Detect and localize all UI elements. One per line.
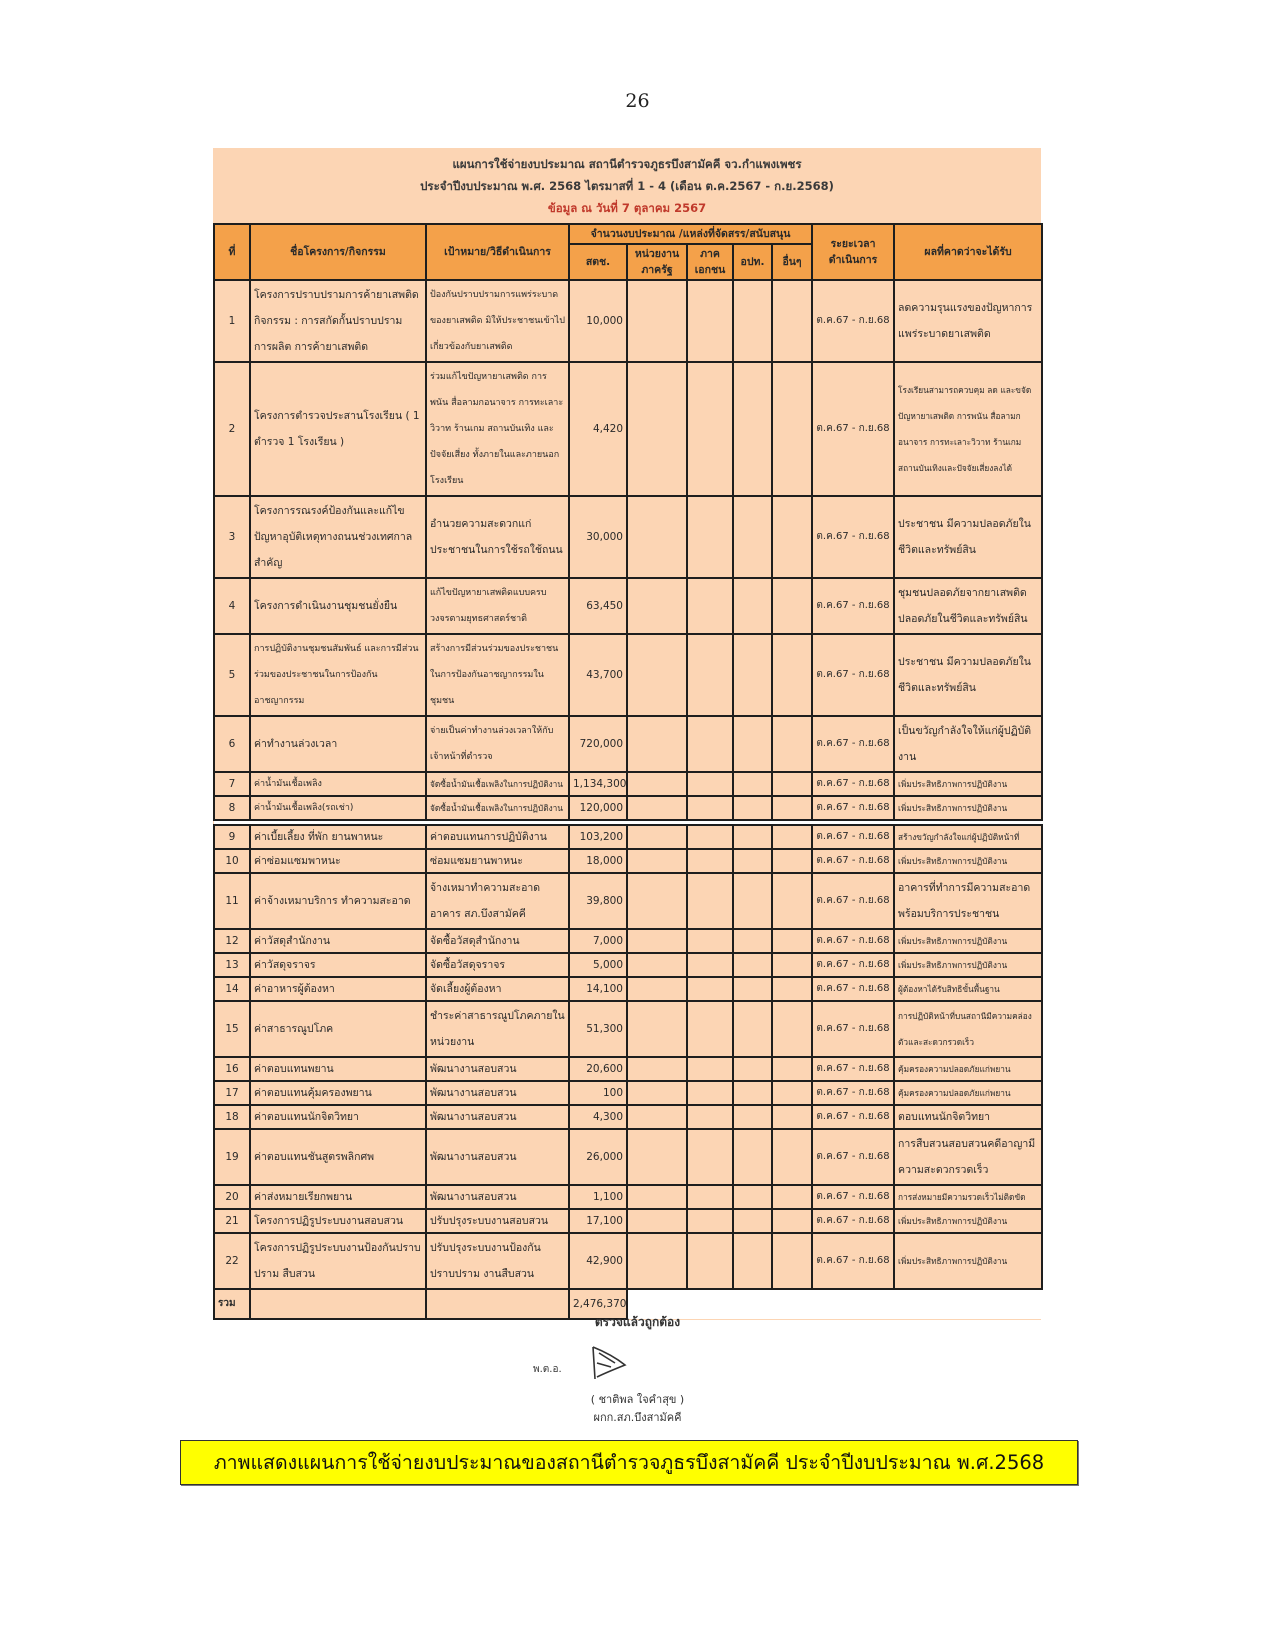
row-amount-government	[627, 1233, 687, 1289]
row-amount-government	[627, 634, 687, 716]
row-goal: ซ่อมแซมยานพาหนะ	[426, 849, 569, 873]
row-amount-local-admin	[733, 929, 772, 953]
table-row	[214, 1209, 1042, 1233]
row-amount-private	[687, 634, 733, 716]
row-period: ต.ค.67 - ก.ย.68	[812, 1185, 894, 1209]
row-goal: พัฒนางานสอบสวน	[426, 1185, 569, 1209]
row-period: ต.ค.67 - ก.ย.68	[812, 716, 894, 772]
row-amount-private	[687, 772, 733, 796]
row-project: ค่าจ้างเหมาบริการ ทำความสะอาด	[250, 873, 426, 929]
row-number: 18	[214, 1105, 250, 1129]
row-expected: ประชาชน มีความปลอดภัยในชีวิตและทรัพย์สิน	[894, 634, 1042, 716]
row-goal: จัดเลี้ยงผู้ต้องหา	[426, 977, 569, 1001]
table-row	[214, 849, 1042, 873]
row-expected: คุ้มครองความปลอดภัยแก่พยาน	[894, 1057, 1042, 1081]
row-number: 17	[214, 1081, 250, 1105]
row-period: ต.ค.67 - ก.ย.68	[812, 772, 894, 796]
row-number: 11	[214, 873, 250, 929]
row-amount-local-admin	[733, 1105, 772, 1129]
header-budget-group: จำนวนงบประมาณ /แหล่งที่จัดสรร/สนับสนุน	[569, 224, 812, 244]
row-number: 20	[214, 1185, 250, 1209]
table-row	[214, 1129, 1042, 1185]
row-amount-government	[627, 496, 687, 578]
row-period: ต.ค.67 - ก.ย.68	[812, 929, 894, 953]
row-amount-private	[687, 578, 733, 634]
table-row	[214, 873, 1042, 929]
row-amount-other	[772, 977, 812, 1001]
header-project: ชื่อโครงการ/กิจกรรม	[250, 224, 426, 280]
row-period: ต.ค.67 - ก.ย.68	[812, 796, 894, 820]
row-amount-police: 51,300	[569, 1001, 627, 1057]
row-expected: โรงเรียนสามารถควบคุม ลด และขจัดปัญหายาเสพติด การพนัน สื่อลามกอนาจาร การทะเลาะวิวาท ร้านเกม สถานบันเทิงและปัจจัยเสี่ยงลงได้	[894, 362, 1042, 496]
row-expected: เพิ่มประสิทธิภาพการปฏิบัติงาน	[894, 772, 1042, 796]
row-amount-local-admin	[733, 977, 772, 1001]
row-amount-police: 4,300	[569, 1105, 627, 1129]
row-goal: อำนวยความสะดวกแก่ประชาชนในการใช้รถใช้ถนน	[426, 496, 569, 578]
row-number: 15	[214, 1001, 250, 1057]
row-project: ค่าวัสดุสำนักงาน	[250, 929, 426, 953]
row-expected: คุ้มครองความปลอดภัยแก่พยาน	[894, 1081, 1042, 1105]
header-period: ระยะเวลาดำเนินการ	[812, 224, 894, 280]
row-project: ค่าซ่อมแซมพาหนะ	[250, 849, 426, 873]
row-amount-government	[627, 1057, 687, 1081]
row-period: ต.ค.67 - ก.ย.68	[812, 953, 894, 977]
row-expected: ตอบแทนนักจิตวิทยา	[894, 1105, 1042, 1129]
row-project: โครงการปฏิรูประบบงานป้องกันปราบปราม สืบสวน	[250, 1233, 426, 1289]
row-amount-other	[772, 929, 812, 953]
row-project: ค่าวัสดุจราจร	[250, 953, 426, 977]
table-row	[214, 634, 1042, 716]
row-expected: ประชาชน มีความปลอดภัยในชีวิตและทรัพย์สิน	[894, 496, 1042, 578]
row-amount-local-admin	[733, 716, 772, 772]
signature-icon	[585, 1343, 631, 1383]
row-amount-private	[687, 280, 733, 362]
table-row	[214, 1105, 1042, 1129]
row-amount-police: 14,100	[569, 977, 627, 1001]
row-amount-local-admin	[733, 1233, 772, 1289]
row-project: ค่าสาธารณูปโภค	[250, 1001, 426, 1057]
row-amount-police: 18,000	[569, 849, 627, 873]
row-period: ต.ค.67 - ก.ย.68	[812, 578, 894, 634]
figure-caption	[180, 1440, 1078, 1485]
total-amount: 2,476,370	[569, 1289, 627, 1319]
row-amount-private	[687, 1209, 733, 1233]
row-amount-private	[687, 362, 733, 496]
row-project: ค่าตอบแทนชันสูตรพลิกศพ	[250, 1129, 426, 1185]
data-as-of-date: ข้อมูล ณ วันที่ 7 ตุลาคม 2567	[547, 201, 707, 215]
row-amount-other	[772, 716, 812, 772]
row-amount-government	[627, 1185, 687, 1209]
table-body	[214, 280, 1042, 1289]
table-row	[214, 280, 1042, 362]
row-amount-other	[772, 1185, 812, 1209]
row-goal: ร่วมแก้ไขปัญหายาเสพติด การพนัน สื่อลามกอนาจาร การทะเลาะวิวาท ร้านเกม สถานบันเทิง และปัจจัยเสี่ยง ทั้งภายในและภายนอกโรงเรียน	[426, 362, 569, 496]
row-project: โครงการปราบปรามการค้ายาเสพติด กิจกรรม : การสกัดกั้นปราบปราม การผลิต การค้ายาเสพติด	[250, 280, 426, 362]
row-amount-police: 4,420	[569, 362, 627, 496]
row-expected: ชุมชนปลอดภัยจากยาเสพติด ปลอดภัยในชีวิตและทรัพย์สิน	[894, 578, 1042, 634]
row-amount-government	[627, 929, 687, 953]
row-expected: เพิ่มประสิทธิภาพการปฏิบัติงาน	[894, 929, 1042, 953]
row-project: ค่าส่งหมายเรียกพยาน	[250, 1185, 426, 1209]
row-amount-police: 10,000	[569, 280, 627, 362]
table-row	[214, 716, 1042, 772]
row-expected: เพิ่มประสิทธิภาพการปฏิบัติงาน	[894, 796, 1042, 820]
row-amount-police: 42,900	[569, 1233, 627, 1289]
budget-sheet	[213, 148, 1041, 1320]
row-period: ต.ค.67 - ก.ย.68	[812, 362, 894, 496]
row-number: 4	[214, 578, 250, 634]
row-goal: แก้ไขปัญหายาเสพติดแบบครบวงจรตามยุทธศาสตร์ชาติ	[426, 578, 569, 634]
table-row	[214, 772, 1042, 796]
row-amount-local-admin	[733, 634, 772, 716]
total-label: รวม	[214, 1289, 250, 1319]
row-amount-local-admin	[733, 496, 772, 578]
row-expected: เพิ่มประสิทธิภาพการปฏิบัติงาน	[894, 1233, 1042, 1289]
row-amount-police: 1,134,300	[569, 772, 627, 796]
row-goal: จัดซื้อวัสดุจราจร	[426, 953, 569, 977]
row-amount-other	[772, 280, 812, 362]
row-amount-government	[627, 1129, 687, 1185]
row-amount-private	[687, 849, 733, 873]
row-number: 5	[214, 634, 250, 716]
row-expected: เป็นขวัญกำลังใจให้แก่ผู้ปฏิบัติงาน	[894, 716, 1042, 772]
row-amount-police: 20,600	[569, 1057, 627, 1081]
row-amount-police: 1,100	[569, 1185, 627, 1209]
row-amount-private	[687, 1233, 733, 1289]
row-amount-other	[772, 1057, 812, 1081]
row-amount-private	[687, 1001, 733, 1057]
row-amount-private	[687, 929, 733, 953]
row-period: ต.ค.67 - ก.ย.68	[812, 849, 894, 873]
row-project: โครงการดำเนินงานชุมชนยั่งยืน	[250, 578, 426, 634]
row-amount-private	[687, 953, 733, 977]
row-amount-police: 63,450	[569, 578, 627, 634]
row-amount-private	[687, 496, 733, 578]
row-expected: การส่งหมายมีความรวดเร็วไม่ติดขัด	[894, 1185, 1042, 1209]
row-number: 2	[214, 362, 250, 496]
row-amount-private	[687, 977, 733, 1001]
row-project: โครงการรณรงค์ป้องกันและแก้ไขปัญหาอุบัติเหตุทางถนนช่วงเทศกาลสำคัญ	[250, 496, 426, 578]
row-period: ต.ค.67 - ก.ย.68	[812, 825, 894, 849]
row-amount-other	[772, 496, 812, 578]
signer-title: ผกก.สภ.บึงสามัคคี	[593, 1411, 682, 1424]
row-period: ต.ค.67 - ก.ย.68	[812, 280, 894, 362]
row-period: ต.ค.67 - ก.ย.68	[812, 1081, 894, 1105]
row-amount-local-admin	[733, 578, 772, 634]
row-project: โครงการปฏิรูประบบงานสอบสวน	[250, 1209, 426, 1233]
header-budget-other: อื่นๆ	[772, 244, 812, 280]
row-amount-local-admin	[733, 1081, 772, 1105]
row-number: 13	[214, 953, 250, 977]
row-project: ค่าตอบแทนพยาน	[250, 1057, 426, 1081]
row-project: ค่าอาหารผู้ต้องหา	[250, 977, 426, 1001]
row-number: 19	[214, 1129, 250, 1185]
row-project: ค่าตอบแทนนักจิตวิทยา	[250, 1105, 426, 1129]
row-project: โครงการตำรวจประสานโรงเรียน ( 1 ตำรวจ 1 โรงเรียน )	[250, 362, 426, 496]
row-goal: ชำระค่าสาธารณูปโภคภายในหน่วยงาน	[426, 1001, 569, 1057]
row-amount-other	[772, 1233, 812, 1289]
row-project: ค่าทำงานล่วงเวลา	[250, 716, 426, 772]
row-period: ต.ค.67 - ก.ย.68	[812, 873, 894, 929]
row-amount-police: 30,000	[569, 496, 627, 578]
row-period: ต.ค.67 - ก.ย.68	[812, 634, 894, 716]
row-number: 22	[214, 1233, 250, 1289]
row-project: ค่าน้ำมันเชื้อเพลิง	[250, 772, 426, 796]
row-number: 16	[214, 1057, 250, 1081]
row-amount-government	[627, 1081, 687, 1105]
row-amount-private	[687, 716, 733, 772]
row-expected: ผู้ต้องหาได้รับสิทธิขั้นพื้นฐาน	[894, 977, 1042, 1001]
row-number: 14	[214, 977, 250, 1001]
table-row	[214, 1057, 1042, 1081]
row-number: 10	[214, 849, 250, 873]
row-period: ต.ค.67 - ก.ย.68	[812, 1209, 894, 1233]
row-amount-private	[687, 1105, 733, 1129]
row-amount-local-admin	[733, 796, 772, 820]
row-goal: จัดซื้อน้ำมันเชื้อเพลิงในการปฏิบัติงาน	[426, 772, 569, 796]
row-amount-government	[627, 1105, 687, 1129]
sheet-title-line1: แผนการใช้จ่ายงบประมาณ สถานีตำรวจภูธรบึงสามัคคี จว.กำแพงเพชร	[452, 157, 802, 171]
row-amount-local-admin	[733, 953, 772, 977]
row-goal: ปรับปรุงระบบงานสอบสวน	[426, 1209, 569, 1233]
row-goal: จ้างเหมาทำความสะอาด อาคาร สภ.บึงสามัคคี	[426, 873, 569, 929]
sheet-header	[213, 148, 1041, 223]
row-amount-local-admin	[733, 280, 772, 362]
row-goal: จัดซื้อวัสดุสำนักงาน	[426, 929, 569, 953]
row-number: 12	[214, 929, 250, 953]
caption-text: ภาพแสดงแผนการใช้จ่ายงบประมาณของสถานีตำรวจภูธรบึงสามัคคี ประจำปีงบประมาณ พ.ศ.2568	[213, 1451, 1045, 1474]
row-expected: ลดความรุนแรงของปัญหาการแพร่ระบาดยาเสพติด	[894, 280, 1042, 362]
row-amount-other	[772, 849, 812, 873]
header-budget-local-admin: อปท.	[733, 244, 772, 280]
row-expected: การปฏิบัติหน้าที่บนสถานีมีความคล่องตัวและสะดวกรวดเร็ว	[894, 1001, 1042, 1057]
row-amount-other	[772, 578, 812, 634]
row-number: 21	[214, 1209, 250, 1233]
row-expected: สร้างขวัญกำลังใจแก่ผู้ปฏิบัติหน้าที่	[894, 825, 1042, 849]
row-amount-government	[627, 362, 687, 496]
row-amount-private	[687, 1129, 733, 1185]
budget-table	[213, 223, 1043, 1320]
row-expected: เพิ่มประสิทธิภาพการปฏิบัติงาน	[894, 953, 1042, 977]
row-amount-local-admin	[733, 1185, 772, 1209]
row-amount-other	[772, 1105, 812, 1129]
row-amount-private	[687, 873, 733, 929]
table-row	[214, 953, 1042, 977]
row-amount-government	[627, 716, 687, 772]
row-number: 1	[214, 280, 250, 362]
row-amount-local-admin	[733, 1129, 772, 1185]
row-period: ต.ค.67 - ก.ย.68	[812, 1233, 894, 1289]
row-expected: การสืบสวนสอบสวนคดีอาญามีความสะดวกรวดเร็ว	[894, 1129, 1042, 1185]
row-amount-government	[627, 873, 687, 929]
table-row	[214, 929, 1042, 953]
row-goal: พัฒนางานสอบสวน	[426, 1081, 569, 1105]
row-number: 3	[214, 496, 250, 578]
row-goal: พัฒนางานสอบสวน	[426, 1129, 569, 1185]
row-amount-government	[627, 1001, 687, 1057]
row-expected: อาคารที่ทำการมีความสะอาด พร้อมบริการประชาชน	[894, 873, 1042, 929]
row-expected: เพิ่มประสิทธิภาพการปฏิบัติงาน	[894, 849, 1042, 873]
row-amount-government	[627, 280, 687, 362]
table-row	[214, 1001, 1042, 1057]
row-period: ต.ค.67 - ก.ย.68	[812, 1129, 894, 1185]
header-expected: ผลที่คาดว่าจะได้รับ	[894, 224, 1042, 280]
row-amount-government	[627, 953, 687, 977]
row-number: 8	[214, 796, 250, 820]
row-amount-local-admin	[733, 825, 772, 849]
row-amount-other	[772, 1081, 812, 1105]
signer-name: ( ชาติพล ใจคำสุข )	[590, 1393, 685, 1406]
row-amount-police: 43,700	[569, 634, 627, 716]
row-amount-government	[627, 849, 687, 873]
table-row	[214, 578, 1042, 634]
signer-rank: พ.ต.อ.	[533, 1364, 562, 1375]
table-row	[214, 1081, 1042, 1105]
row-amount-government	[627, 772, 687, 796]
row-amount-local-admin	[733, 1001, 772, 1057]
header-goal: เป้าหมาย/วิธีดำเนินการ	[426, 224, 569, 280]
row-amount-other	[772, 1001, 812, 1057]
row-amount-other	[772, 362, 812, 496]
row-amount-police: 120,000	[569, 796, 627, 820]
table-row	[214, 977, 1042, 1001]
row-amount-other	[772, 1209, 812, 1233]
table-row	[214, 1233, 1042, 1289]
row-period: ต.ค.67 - ก.ย.68	[812, 1057, 894, 1081]
row-project: ค่าน้ำมันเชื้อเพลิง(รถเช่า)	[250, 796, 426, 820]
row-amount-local-admin	[733, 362, 772, 496]
row-amount-police: 26,000	[569, 1129, 627, 1185]
row-amount-other	[772, 796, 812, 820]
row-amount-police: 39,800	[569, 873, 627, 929]
row-amount-private	[687, 1057, 733, 1081]
row-goal: พัฒนางานสอบสวน	[426, 1105, 569, 1129]
header-budget-government: หน่วยงานภาครัฐ	[627, 244, 687, 280]
row-amount-private	[687, 1185, 733, 1209]
row-goal: จ่ายเป็นค่าทำงานล่วงเวลาให้กับเจ้าหน้าที่ตำรวจ	[426, 716, 569, 772]
table-row	[214, 496, 1042, 578]
table-row	[214, 1185, 1042, 1209]
row-period: ต.ค.67 - ก.ย.68	[812, 1105, 894, 1129]
row-project: การปฏิบัติงานชุมชนสัมพันธ์ และการมีส่วนร่วมของประชาชนในการป้องกันอาชญากรรม	[250, 634, 426, 716]
header-no: ที่	[214, 224, 250, 280]
row-amount-police: 17,100	[569, 1209, 627, 1233]
row-amount-government	[627, 796, 687, 820]
row-amount-private	[687, 825, 733, 849]
row-amount-local-admin	[733, 873, 772, 929]
row-amount-police: 103,200	[569, 825, 627, 849]
approval-note: ตรวจแล้วถูกต้อง	[594, 1315, 681, 1329]
row-period: ต.ค.67 - ก.ย.68	[812, 496, 894, 578]
row-period: ต.ค.67 - ก.ย.68	[812, 1001, 894, 1057]
row-goal: ค่าตอบแทนการปฏิบัติงาน	[426, 825, 569, 849]
row-amount-private	[687, 796, 733, 820]
table-row	[214, 362, 1042, 496]
row-amount-police: 100	[569, 1081, 627, 1105]
row-amount-police: 720,000	[569, 716, 627, 772]
header-budget-private: ภาคเอกชน	[687, 244, 733, 280]
row-goal: ป้องกันปราบปรามการแพร่ระบาดของยาเสพติด มิให้ประชาชนเข้าไปเกี่ยวข้องกับยาเสพติด	[426, 280, 569, 362]
row-expected: เพิ่มประสิทธิภาพการปฏิบัติงาน	[894, 1209, 1042, 1233]
row-amount-local-admin	[733, 1209, 772, 1233]
row-project: ค่าเบี้ยเลี้ยง ที่พัก ยานพาหนะ	[250, 825, 426, 849]
header-budget-police: สตช.	[569, 244, 627, 280]
row-amount-government	[627, 1209, 687, 1233]
row-goal: ปรับปรุงระบบงานป้องกันปราบปราม งานสืบสวน	[426, 1233, 569, 1289]
row-number: 6	[214, 716, 250, 772]
row-amount-local-admin	[733, 772, 772, 796]
row-amount-government	[627, 977, 687, 1001]
row-amount-local-admin	[733, 1057, 772, 1081]
row-amount-other	[772, 634, 812, 716]
table-row	[214, 825, 1042, 849]
row-amount-other	[772, 953, 812, 977]
row-number: 7	[214, 772, 250, 796]
row-amount-other	[772, 772, 812, 796]
row-amount-private	[687, 1081, 733, 1105]
row-project: ค่าตอบแทนคุ้มครองพยาน	[250, 1081, 426, 1105]
row-amount-other	[772, 825, 812, 849]
row-goal: พัฒนางานสอบสวน	[426, 1057, 569, 1081]
row-period: ต.ค.67 - ก.ย.68	[812, 977, 894, 1001]
table-row	[214, 796, 1042, 820]
row-amount-other	[772, 873, 812, 929]
row-amount-local-admin	[733, 849, 772, 873]
row-goal: สร้างการมีส่วนร่วมของประชาชนในการป้องกันอาชญากรรมในชุมชน	[426, 634, 569, 716]
sheet-title-line2: ประจำปีงบประมาณ พ.ศ. 2568 ไตรมาสที่ 1 - 4 (เดือน ต.ค.2567 - ก.ย.2568)	[420, 179, 834, 193]
row-amount-police: 7,000	[569, 929, 627, 953]
row-amount-government	[627, 578, 687, 634]
row-number: 9	[214, 825, 250, 849]
row-goal: จัดซื้อน้ำมันเชื้อเพลิงในการปฏิบัติงาน	[426, 796, 569, 820]
page-number: 26	[625, 90, 650, 112]
row-amount-other	[772, 1129, 812, 1185]
row-amount-police: 5,000	[569, 953, 627, 977]
row-amount-government	[627, 825, 687, 849]
